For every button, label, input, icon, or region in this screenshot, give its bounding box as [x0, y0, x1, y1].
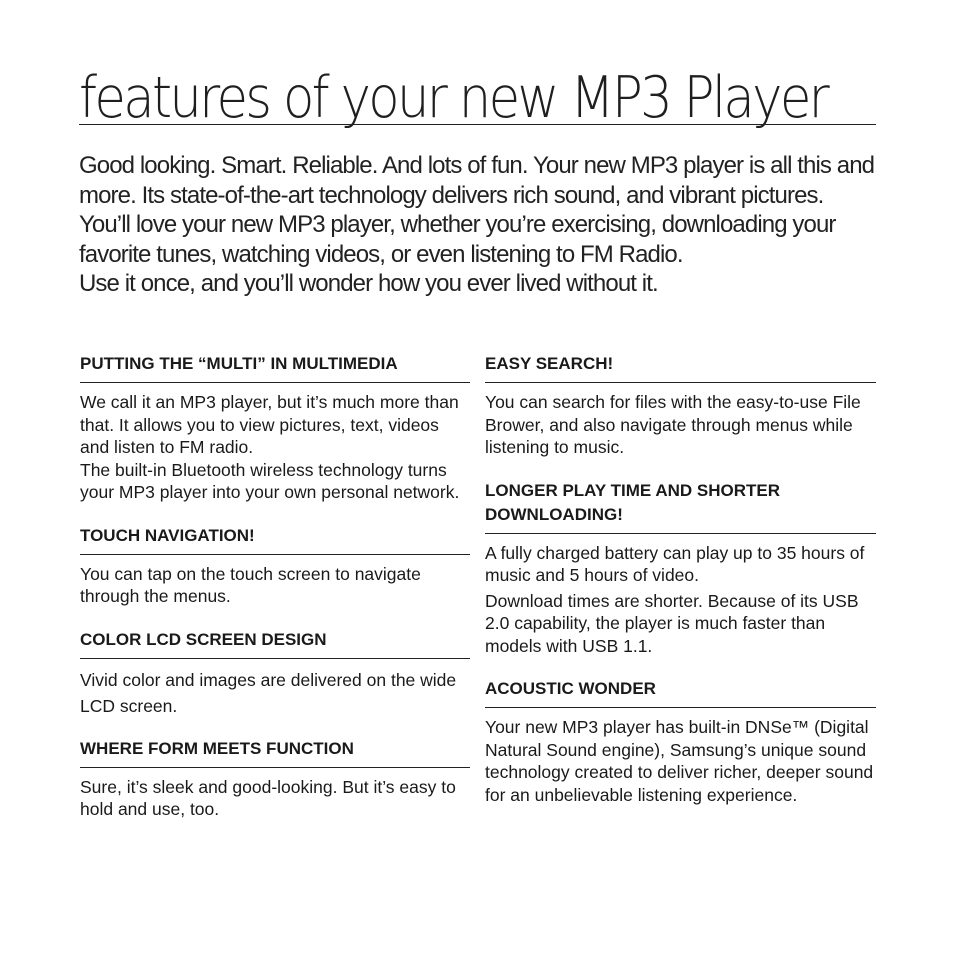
section-body — [485, 708, 876, 806]
intro-paragraph: Good looking. Smart. Reliable. And lots of fun. Your new MP3 player is all this and more. Its state-of-the-art technology delivers rich sound, and vibrant pictures. You’ll love your new MP3 player, whether you’re exercising, downloading your favorite tunes, watching videos, or even listening to FM Radio. — [79, 152, 875, 268]
section-paragraph: A fully charged battery can play up to 35 hours of music and 5 hours of video. — [485, 542, 865, 585]
section-heading: EASY SEARCH! — [485, 352, 876, 383]
section-body — [485, 534, 876, 658]
section-paragraph: We call it an MP3 player, but it’s much more than that. It allows you to view pictures, text, videos and listen to FM radio. — [80, 392, 459, 457]
section-heading: PUTTING THE “MULTI” IN MULTIMEDIA — [80, 352, 470, 383]
intro-text — [79, 151, 879, 299]
section-paragraph: You can tap on the touch screen to navigate through the menus. — [80, 563, 421, 606]
section-paragraph: You can search for files with the easy-to-use File Brower, and also navigate through menus while listening to music. — [485, 392, 861, 457]
section-body — [485, 383, 876, 459]
section-easy-search — [485, 352, 876, 459]
section-form-function — [80, 737, 470, 821]
section-body — [80, 383, 470, 504]
section-body — [80, 659, 470, 719]
section-paragraph: Sure, it’s sleek and good-looking. But it’s easy to hold and use, too. — [80, 776, 456, 819]
section-acoustic-wonder — [485, 677, 876, 806]
section-heading: TOUCH NAVIGATION! — [80, 524, 470, 555]
section-play-time — [485, 479, 876, 658]
section-paragraph: Your new MP3 player has built-in DNSe™ (Digital Natural Sound engine), Samsung’s unique sound technology created to deliver richer, deeper sound for an unbelievable listening experience. — [485, 717, 874, 805]
section-color-lcd — [80, 628, 470, 719]
section-heading: LONGER PLAY TIME AND SHORTER DOWNLOADING! — [485, 479, 876, 534]
section-heading: ACOUSTIC WONDER — [485, 677, 876, 708]
section-paragraph: The built-in Bluetooth wireless technology turns your MP3 player into your own personal network. — [80, 459, 460, 502]
section-heading: WHERE FORM MEETS FUNCTION — [80, 737, 470, 768]
section-heading: COLOR LCD SCREEN DESIGN — [80, 628, 470, 659]
section-paragraph: Vivid color and images are delivered on the wide LCD screen. — [80, 669, 457, 716]
title-underline — [79, 124, 876, 125]
section-body — [80, 555, 470, 608]
right-column — [485, 352, 876, 806]
intro-paragraph: Use it once, and you’ll wonder how you ever lived without it. — [79, 270, 658, 297]
section-body — [80, 768, 470, 821]
page-title: features of your new MP3 Player — [79, 65, 828, 131]
section-multimedia — [80, 352, 470, 504]
section-touch-navigation — [80, 524, 470, 608]
left-column — [80, 352, 470, 821]
section-paragraph: Download times are shorter. Because of its USB 2.0 capability, the player is much faster than models with USB 1.1. — [485, 590, 859, 656]
